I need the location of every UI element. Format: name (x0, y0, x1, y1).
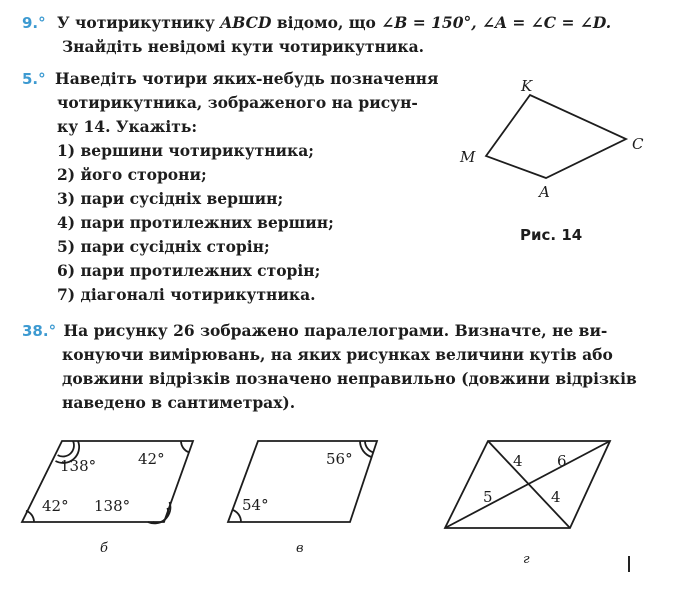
problem-5-item-4: 4) пари протилежних вершин; (57, 213, 334, 232)
vertex-a-label: A (539, 183, 550, 201)
problem-5-item-2: 2) його сторони; (57, 165, 207, 184)
figure-v-angle-top-right: 56° (326, 450, 353, 468)
problem-5-item-3: 3) пари сусідніх вершин; (57, 189, 284, 208)
problem-5-item-7: 7) діагоналі чотирикутника. (57, 285, 316, 304)
figure-g-label: г (523, 552, 530, 567)
problem-38-line-2: конуючи вимірювань, на яких рисунках величини кутів або (62, 345, 613, 364)
vertex-k-label: K (521, 77, 533, 95)
problem-9-abcd: ABCD (220, 13, 272, 32)
vertex-m-label: M (460, 148, 476, 166)
problem-5-item-6: 6) пари протилежних сторін; (57, 261, 321, 280)
figure-g-segment-top-right: 6 (557, 452, 567, 470)
problem-5-item-1: 1) вершини чотирикутника; (57, 141, 315, 160)
text-cursor (628, 556, 630, 572)
figure-g-segment-bottom-left: 5 (483, 488, 493, 506)
figure-14-quadrilateral (486, 95, 626, 178)
problem-5-line-3: ку 14. Укажіть: (57, 117, 198, 136)
problem-5-number: 5.° (22, 70, 46, 88)
problem-9-condition: ∠B = 150°, ∠A = ∠C = ∠D. (381, 13, 612, 32)
figure-14-caption: Рис. 14 (520, 226, 583, 244)
problem-9-text-pre: У чотирикутнику (57, 13, 221, 32)
problem-38-line-4: наведено в сантиметрах). (62, 393, 296, 412)
figure-b-angle-top-left: 138° (60, 457, 97, 475)
problem-9-text-mid: відомо, що (271, 13, 382, 32)
figure-g-parallelogram (445, 441, 610, 528)
problem-9-number: 9.° (22, 14, 46, 32)
figure-b-label: б (100, 541, 108, 556)
problem-9-line-2: Знайдіть невідомі кути чотирикутника. (62, 37, 425, 56)
figure-g-segment-bottom-right: 4 (551, 488, 561, 506)
problem-38-number: 38.° (22, 322, 57, 340)
problem-38-line-3: довжини відрізків позначено неправильно (довжини відрізків (62, 369, 637, 388)
problem-5-line-2: чотирикутника, зображеного на рисун- (57, 93, 418, 112)
problem-5-item-5: 5) пари сусідніх сторін; (57, 237, 270, 256)
figure-v-label: в (296, 541, 304, 556)
figure-v-angle-bottom-left: 54° (242, 496, 269, 514)
figure-b-angle-bottom-right: 138° (94, 497, 131, 515)
problem-5-text-1: Наведіть чотири яких-небудь позначення (55, 69, 439, 88)
figure-b-angle-bottom-left: 42° (42, 497, 69, 515)
figure-b-angle-top-right: 42° (138, 450, 165, 468)
problem-38-text-1: На рисунку 26 зображено паралелограми. Визначте, не ви- (63, 321, 608, 340)
vertex-c-label: C (632, 135, 644, 153)
figure-g-segment-top-left: 4 (513, 452, 523, 470)
